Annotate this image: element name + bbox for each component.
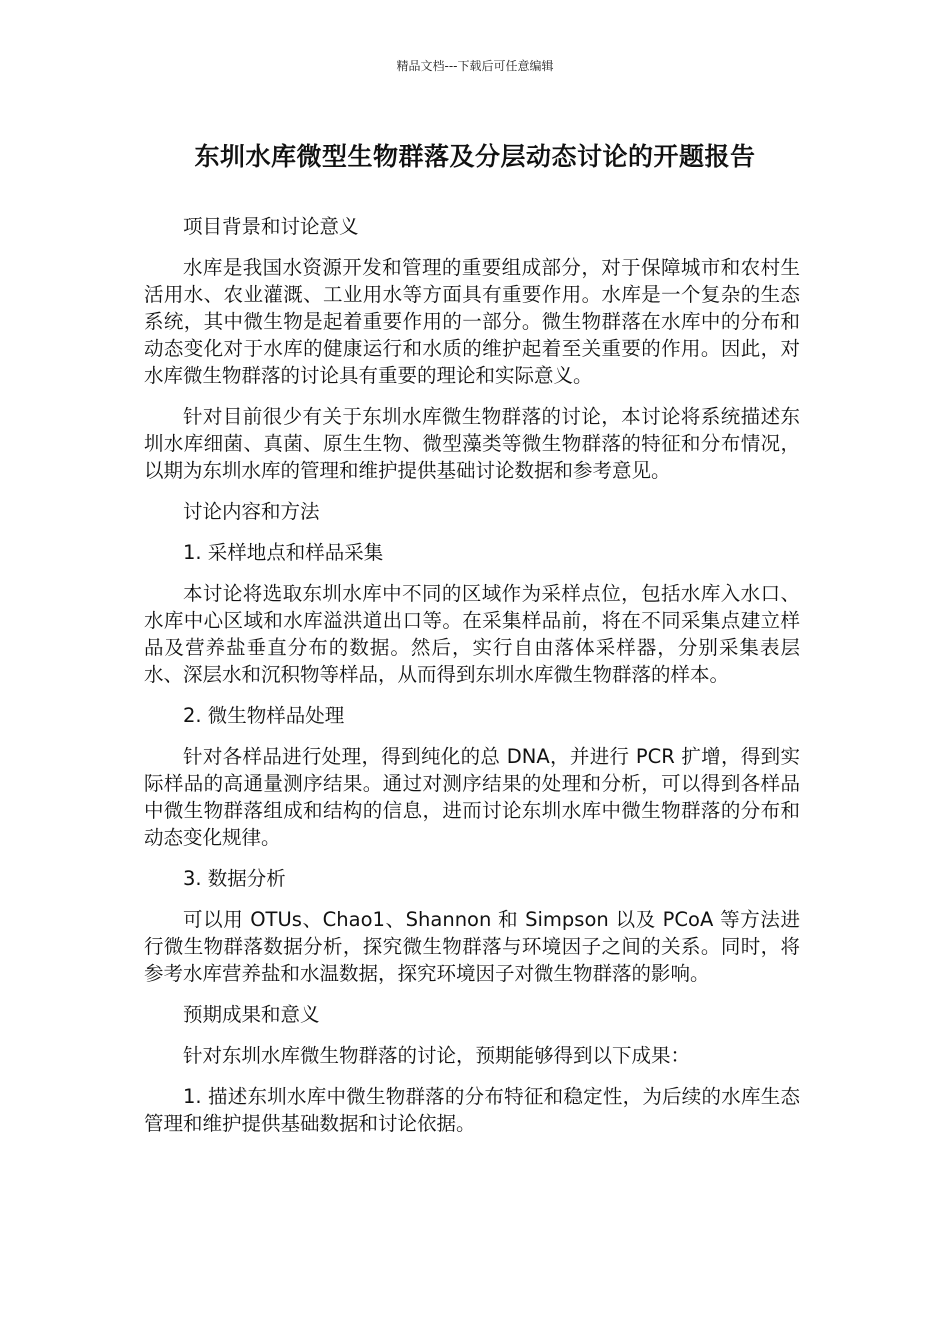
section-heading-methods: 讨论内容和方法	[183, 500, 320, 523]
paragraph-reservoir-importance: 水库是我国水资源开发和管理的重要组成部分，对于保障城市和农村生活用水、农业灌溉、工业用水等方面具有重要作用。水库是一个复杂的生态系统，其中微生物是起着重要作用的一部分。微生物群落在水库中的分布和动态变化对于水库的健康运行和水质的维护起着至关重要的作用。因此，对水库微生物群落的讨论具有重要的理论和实际意义。	[144, 256, 800, 387]
paragraph-sample-processing: 针对各样品进行处理，得到纯化的总 DNA，并进行 PCR 扩增，得到实际样品的高通量测序结果。通过对测序结果的处理和分析，可以得到各样品中微生物群落组成和结构的信息，进而讨论东圳水库中微生物群落的分布和动态变化规律。	[144, 745, 800, 849]
document-title: 东圳水库微型生物群落及分层动态讨论的开题报告	[194, 142, 756, 171]
paragraph-expected-intro: 针对东圳水库微生物群落的讨论，预期能够得到以下成果：	[183, 1044, 691, 1067]
subheading-data-analysis: 3. 数据分析	[183, 867, 286, 890]
section-heading-background: 项目背景和讨论意义	[183, 215, 359, 238]
subheading-sampling: 1. 采样地点和样品采集	[183, 541, 384, 564]
paragraph-sampling: 本讨论将选取东圳水库中不同的区域作为采样点位，包括水库入水口、水库中心区域和水库溢洪道出口等。在采集样品前，将在不同采集点建立样品及营养盐垂直分布的数据。然后，实行自由落体采样器，分别采集表层水、深层水和沉积物等样品，从而得到东圳水库微生物群落的样本。	[144, 582, 800, 686]
paragraph-research-aim: 针对目前很少有关于东圳水库微生物群落的讨论，本讨论将系统描述东圳水库细菌、真菌、原生生物、微型藻类等微生物群落的特征和分布情况，以期为东圳水库的管理和维护提供基础讨论数据和参考意见。	[144, 405, 800, 482]
paragraph-data-analysis: 可以用 OTUs、Chao1、Shannon 和 Simpson 以及 PCoA 等方法进行微生物群落数据分析，探究微生物群落与环境因子之间的关系。同时，将参考水库营养盐和水温数据，探究环境因子对微生物群落的影响。	[144, 908, 800, 985]
section-heading-expected-results: 预期成果和意义	[183, 1003, 320, 1026]
paragraph-expected-item-1: 1. 描述东圳水库中微生物群落的分布特征和稳定性，为后续的水库生态管理和维护提供基础数据和讨论依据。	[144, 1085, 800, 1135]
document-body	[144, 213, 800, 1151]
subheading-sample-processing: 2. 微生物样品处理	[183, 704, 345, 727]
page-header: 精品文档---下载后可任意编辑	[396, 59, 554, 73]
